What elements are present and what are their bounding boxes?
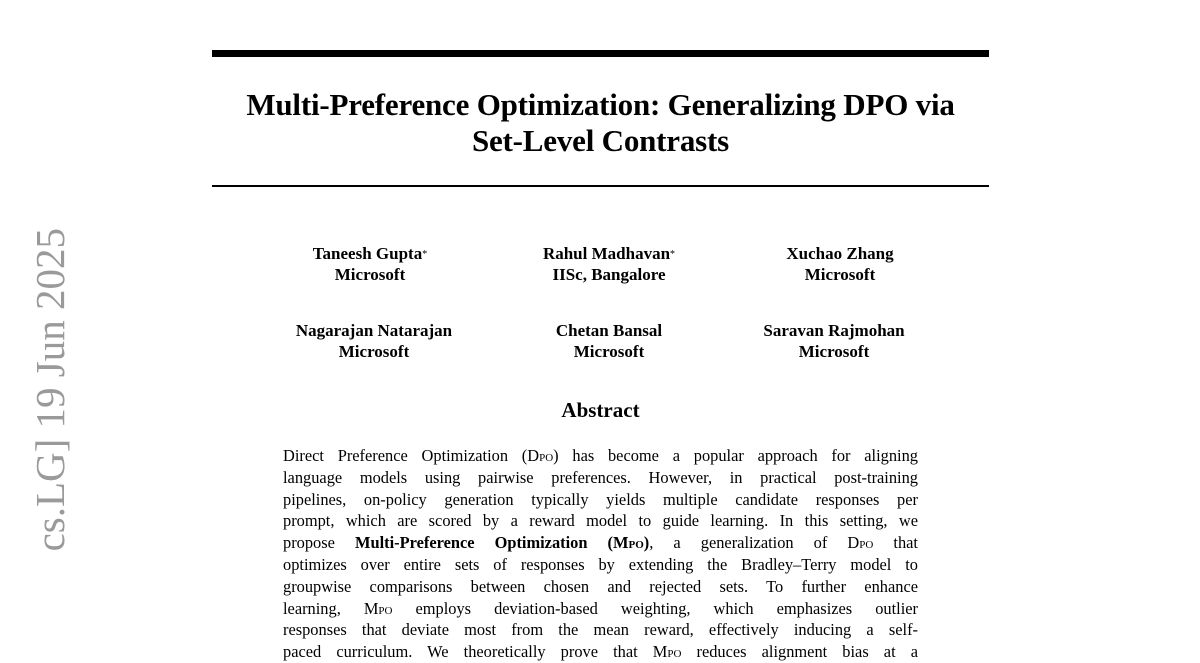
method-name: Multi-Preference Optimization (M bbox=[354, 533, 629, 553]
equal-contribution-mark: * bbox=[670, 249, 676, 260]
abstract-line bbox=[283, 641, 918, 663]
abstract-heading: Abstract bbox=[561, 398, 640, 422]
equal-contribution-mark: * bbox=[422, 249, 428, 260]
author-block bbox=[489, 243, 729, 285]
author-name: Rahul Madhavan bbox=[542, 244, 671, 263]
abstract-line: groupwise comparisons between chosen and rejected sets. To further enhance bbox=[283, 576, 918, 596]
author-affiliation: Microsoft bbox=[338, 342, 410, 361]
abstract-text: learning, M bbox=[283, 598, 379, 618]
author-name: Nagarajan Natarajan bbox=[295, 321, 453, 340]
method-acronym: po bbox=[667, 642, 682, 662]
author-block bbox=[489, 320, 729, 362]
abstract-line bbox=[283, 598, 918, 620]
abstract-text: paced curriculum. We theoretically prove that M bbox=[283, 642, 668, 662]
author-affiliation: Microsoft bbox=[804, 265, 876, 284]
abstract-text: , a generalization of D bbox=[649, 533, 860, 553]
abstract-line: responses that deviate most from the mean reward, effectively inducing a self- bbox=[283, 620, 918, 640]
arxiv-sidebar-stamp: cs.LG] 19 Jun 2025 bbox=[27, 228, 73, 552]
author-affiliation: Microsoft bbox=[573, 342, 645, 361]
title-top-rule bbox=[212, 50, 989, 57]
abstract-line bbox=[283, 445, 918, 467]
abstract-body bbox=[283, 445, 918, 663]
method-name-close: ) bbox=[643, 533, 650, 553]
author-name: Chetan Bansal bbox=[555, 321, 663, 340]
paper-title bbox=[212, 87, 989, 159]
method-acronym: po bbox=[378, 598, 393, 618]
abstract-line: optimizes over entire sets of responses by extending the Bradley–Terry model to bbox=[283, 554, 918, 574]
author-affiliation: Microsoft bbox=[334, 265, 406, 284]
abstract-text: that bbox=[873, 533, 918, 553]
author-name: Xuchao Zhang bbox=[786, 244, 894, 263]
method-acronym: Dpo bbox=[527, 446, 554, 465]
author-name: Taneesh Gupta bbox=[312, 244, 423, 263]
abstract-line bbox=[283, 532, 918, 554]
paper-title-line-1: Multi-Preference Optimization: Generalizing DPO via bbox=[246, 87, 955, 122]
title-bottom-rule bbox=[212, 185, 989, 187]
abstract-line: prompt, which are scored by a reward model to guide learning. In this setting, we bbox=[283, 511, 918, 531]
abstract-text: ) has become a popular approach for aligning bbox=[553, 446, 918, 465]
paper-title-line-2: Set-Level Contrasts bbox=[471, 123, 730, 158]
abstract-text: reduces alignment bias at a bbox=[681, 642, 919, 662]
abstract-text: propose bbox=[283, 533, 355, 553]
author-name: Saravan Rajmohan bbox=[763, 321, 905, 340]
author-block bbox=[250, 243, 490, 285]
author-affiliation: IISc, Bangalore bbox=[552, 265, 666, 284]
author-affiliation: Microsoft bbox=[798, 342, 870, 361]
author-block bbox=[720, 243, 960, 285]
abstract-line: language models using pairwise preferences. However, in practical post-training bbox=[283, 467, 918, 487]
method-name-bold bbox=[355, 533, 649, 552]
method-acronym: po bbox=[628, 533, 644, 553]
abstract-text: employs deviation-based weighting, which emphasizes outlier bbox=[392, 598, 918, 618]
abstract-text: Direct Preference Optimization ( bbox=[283, 446, 528, 465]
method-acronym: po bbox=[859, 533, 874, 553]
author-block bbox=[714, 320, 954, 362]
author-block bbox=[254, 320, 494, 362]
abstract-line: pipelines, on-policy generation typically yields multiple candidate responses per bbox=[283, 489, 918, 509]
